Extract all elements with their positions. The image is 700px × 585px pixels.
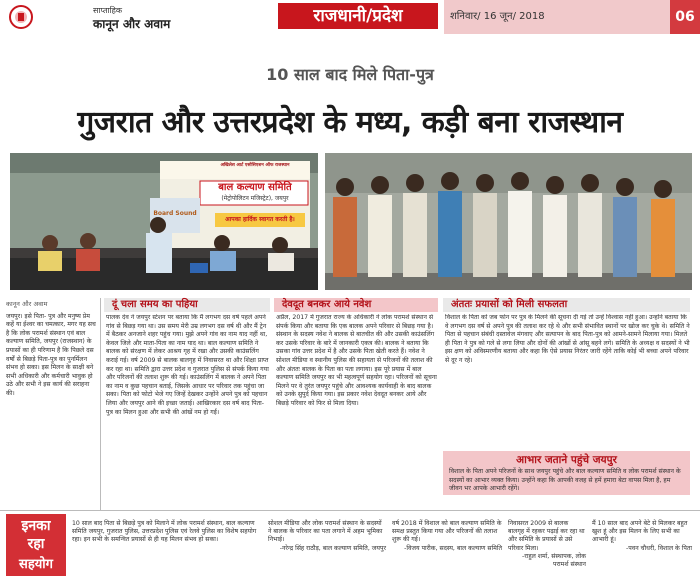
intro-column [6,300,97,506]
column-text: अप्रैल, 2017 में गुजरात राज्य के अधिकारी ने लोक परामर्श संस्थान से संपर्क किया और बताया कि एक बालक अपने परिवार से बिछड़ गया है। संस्थान के सदस्य नवेश ने बालक से बातचीत की और उसकी काउंसलिंग कर उसके परिवार के बारे में जानकारी एकत्र की। बालक ने बताया कि उसका गांव उत्तर प्रदेश में है और उसके पिता खेती करते हैं। नवेश ने सोशल मीडिया व स्थानीय पुलिस की सहायता से परिजनों की तलाश की और अंततः बालक के पिता का पता लगाया। इस पूरे प्रयास में बाल कल्याण समिति जयपुर का भी महत्वपूर्ण सहयोग रहा। परिजनों को सूचना मिलने पर वे तुरंत जयपुर पहुंचे और आवश्यक कार्यवाही के बाद बालक को उनके सुपुर्द किया गया। इस प्रकार नवेश देवदूत बनकर आये और बिछड़े परिवार को फिर से मिला दिया। [276,314,437,407]
column-text: विशाल के पिता को जब फोन पर पुत्र के मिलने की सूचना दी गई तो उन्हें विश्वास नहीं हुआ। उन्होंने बताया कि वे लगभग दस वर्ष से अपने पुत्र की तलाश कर रहे थे और सभी संभावित स्थानों पर खोज कर चुके थे। समिति ने पिता से पहचान संबंधी दस्तावेज मंगवाए और सत्यापन के बाद पिता-पुत्र को आमने-सामने मिलाया गया। मिलते ही पिता ने पुत्र को गले से लगा लिया और दोनों की आंखों से आंसू बहने लगे। समिति के अध्यक्ष व सदस्यों ने भी इस क्षण को अविस्मरणीय बताया और कहा कि ऐसे प्रयास निरंतर जारी रहेंगे ताकि कोई भी बच्चा अपने परिवार से दूर न रहे। [445,314,690,364]
column-heading: देवदूत बनकर आये नवेश [274,298,438,312]
banner-welcome: आपका हार्दिक स्वागत करती है। [225,216,295,223]
quote-block [508,520,586,580]
quote-signature: -विजय पारीक, सदस्य, बाल कल्याण समिति [404,544,502,552]
quote-text: वर्ष 2018 में विशाल को बाल कल्याण समिति के समक्ष प्रस्तुत किया गया और परिजनों की तलाश शुरू की गई। [392,520,502,544]
byline: कानून और अवाम [6,300,48,308]
column-text: पालक देव ने जयपुर स्टेशन पर बताया कि मैं लगभग दस वर्ष पहले अपने गांव से बिछड़ गया था। उस समय मेरी उम्र लगभग दस वर्ष थी और मैं ट्रेन में बैठकर अनजाने शहर पहुंच गया। मुझे अपने गांव का नाम याद नहीं था, केवल जिले और माता-पिता का नाम याद था। बाल कल्याण समिति ने बालक को संरक्षण में लेकर आश्रय गृह में रखा और उसकी काउंसलिंग कराई गई। वर्ष 2009 से बालक बालगृह में निवासरत था और शिक्षा प्राप्त कर रहा था। समिति द्वारा उत्तर प्रदेश व गुजरात पुलिस से संपर्क किया गया और परिजनों की तलाश शुरू की गई। काउंसलिंग में बालक ने अपने पिता का नाम व कुछ पहचान बताई, जिसके आधार पर परिवार तक पहुंचा जा सका। पिता को फोटो भेजे गए जिन्हें देखकर उन्होंने अपने पुत्र को पहचान लिया और जयपुर आने की इच्छा जताई। आखिरकार दस वर्ष बाद पिता-पुत्र का मिलन हुआ और सभी की आंखें नम हो गईं। [106,314,269,416]
banner-title: अखिलेश आर्ट एसोसिएशन ऑफ राजस्थान [220,163,290,168]
quote-block [268,520,386,580]
group-photo [325,153,692,290]
column-divider [100,298,101,510]
support-text: 10 साल बाद पिता से बिछड़े पुत्र को मिलाने में लोक परामर्श संस्थान, बाल कल्याण समिति जयपुर, गुजरात पुलिस, उत्तरप्रदेश पुलिस एवं रेलवे पुलिस का विशेष सहयोग रहा। इन सभी के समन्वित प्रयासों से ही यह मिलन संभव हो सका। [72,520,257,544]
newspaper-logo-icon [6,4,36,30]
quote-block [392,520,502,580]
banner-subheading: (मेट्रोपोलिटन मजिस्ट्रेट), जयपुर [221,195,289,202]
thanks-box [443,451,690,495]
page-number: 06 [670,0,700,34]
quote-text: मैं 10 साल बाद अपने बेटे से मिलकर बहुत खुश हूं और इस मिलन के लिए सभी का आभारी हूं। [592,520,688,544]
thanks-heading: आभार जताने पहुंचे जयपुर [516,454,617,466]
support-box-line1: इनका [21,518,51,534]
quote-signature: -नरेन्द्र सिंह राठौड़, बाल कल्याण समिति, जयपुर [279,544,386,552]
quote-signature: -पवन चौधरी, विशाल के पिता [626,544,692,552]
section-divider [0,510,700,511]
banner-heading: बाल कल्याण समिति [218,182,292,193]
quote-text: निवासरत 2009 से बालक बालगृह में रहकर पढ़ाई कर रहा था और समिति के प्रयासों से उसे परिवार मिला। [508,520,585,552]
quote-block [592,520,692,580]
support-box-line2: रहा [27,536,45,552]
support-box [6,514,66,576]
thanks-text: विशाल के पिता अपने परिजनों के साथ जयपुर पहुंचे और बाल कल्याण समिति व लोक परामर्श संस्थान के सदस्यों का आभार व्यक्त किया। उन्होंने कहा कि आपकी वजह से हमें हमारा बेटा वापस मिला है, हम जीवन भर आपके आभारी रहेंगे। [449,468,681,493]
masthead [0,0,700,34]
quote-signature: -राहुल शर्मा, संस्थापक, लोक परामर्श संस्थान [521,552,586,569]
column-heading: अंततः प्रयासों को मिली सफलता [443,298,690,312]
meeting-photo [10,153,318,290]
intro-text: जयपुर। इसे पिता- पुत्र और मनुष्य प्रेम कहें या ईश्वर का चमत्कार, मगर यह सच है कि लोक परामर्श संस्थान एवं बाल कल्याण समिति, जयपुर (राजस्थान) के प्रयासों का ही परिणाम है कि पिछले दस वर्षों से बिछड़े पिता-पुत्र का पुनर्मिलन संभव हो सका। इस मिलन के साक्षी बने सभी अधिकारी और कर्मचारी भावुक हो उठे और सभी ने इस कार्य की सराहना की। [6,312,96,397]
dateline: शनिवार/ 16 जून/ 2018 [444,0,670,34]
quote-text: सोशल मीडिया और लोक परामर्श संस्थान के सदस्यों ने बालक के परिवार का पता लगाने में अहम भूमिका निभाई। [268,520,383,544]
brand-name: कानून और अवाम [93,17,171,31]
room-sign: Board Sound [153,210,197,217]
section-title: राजधानी/प्रदेश [278,3,438,29]
brand-subtitle: साप्ताहिक [93,6,123,15]
story-kicker: 10 साल बाद मिले पिता-पुत्र [266,65,434,84]
story-headline: गुजरात और उत्तरप्रदेश के मध्य, कड़ी बना राजस्थान [77,105,623,140]
support-box-line3: सहयोग [19,557,53,572]
column-heading: दूं चला समय का पहिया [104,298,270,312]
